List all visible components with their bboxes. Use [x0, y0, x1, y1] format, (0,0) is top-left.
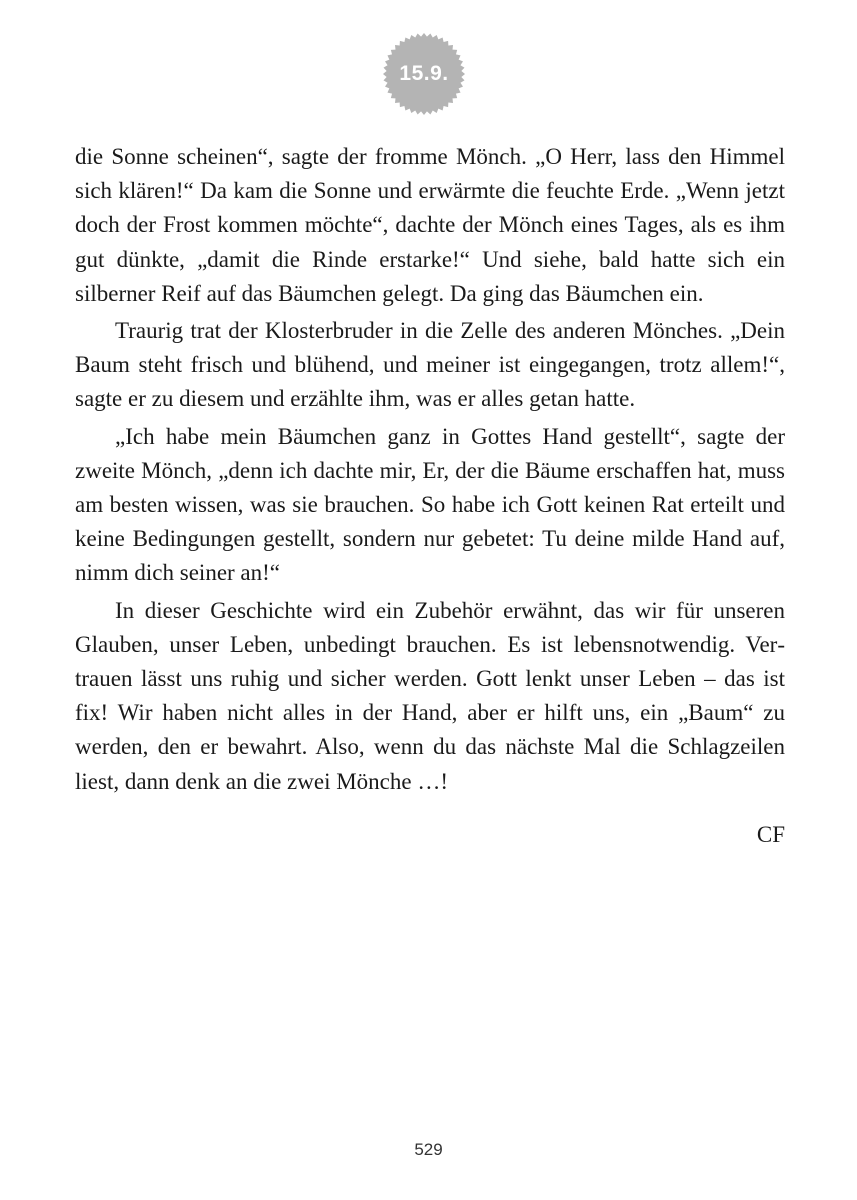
paragraph: In dieser Geschichte wird ein Zubehör erwähnt, das wir für unseren Glauben, unser Leben, unbedingt brauchen. Es ist lebensnotwendig. Vertrauen lässt uns ruhig und sicher werden. Gott lenkt unser Leben – das ist fix! Wir haben nicht alles in der Hand, aber er hilft uns, ein „Baum“ zu werden, den er bewahrt. Also, wenn du das nächste Mal die Schlagzeilen liest, dann denk an die zwei Mönche …!	[75, 597, 785, 794]
paragraph: die Sonne scheinen“, sagte der fromme Mönch. „O Herr, lass den Himmel sich klären!“ Da kam die Sonne und erwärmte die feuchte Erde. „Wenn jetzt doch der Frost kommen möchte“, dachte der Mönch eines Tages, als es ihm gut dünkte, „damit die Rinde erstarke!“ Und siehe, bald hatte sich ein silberner Reif auf das Bäumchen gelegt. Da ging das Bäumchen ein.	[75, 144, 785, 306]
page-number: 529	[414, 1140, 443, 1159]
devotional-text	[75, 140, 785, 802]
author-initials: CF	[756, 822, 785, 847]
date-label: 15.9.	[399, 62, 449, 85]
paragraph: Traurig trat der Klosterbruder in die Zelle des anderen Mönches. „Dein Baum steht frisch und blühend, und meiner ist eingegangen, trotz allem!“, sagte er zu diesem und erzählte ihm, was er alles getan hatte.	[75, 318, 785, 412]
date-badge	[382, 32, 466, 116]
paragraph: „Ich habe mein Bäumchen ganz in Gottes Hand gestellt“, sagte der zweite Mönch, „denn ich dachte mir, Er, der die Bäume erschaffen hat, muss am besten wissen, was sie brauchen. So habe ich Gott keinen Rat erteilt und keine Bedingungen gestellt, sondern nur gebetet: Tu deine milde Hand auf, nimm dich seiner an!“	[75, 423, 785, 586]
